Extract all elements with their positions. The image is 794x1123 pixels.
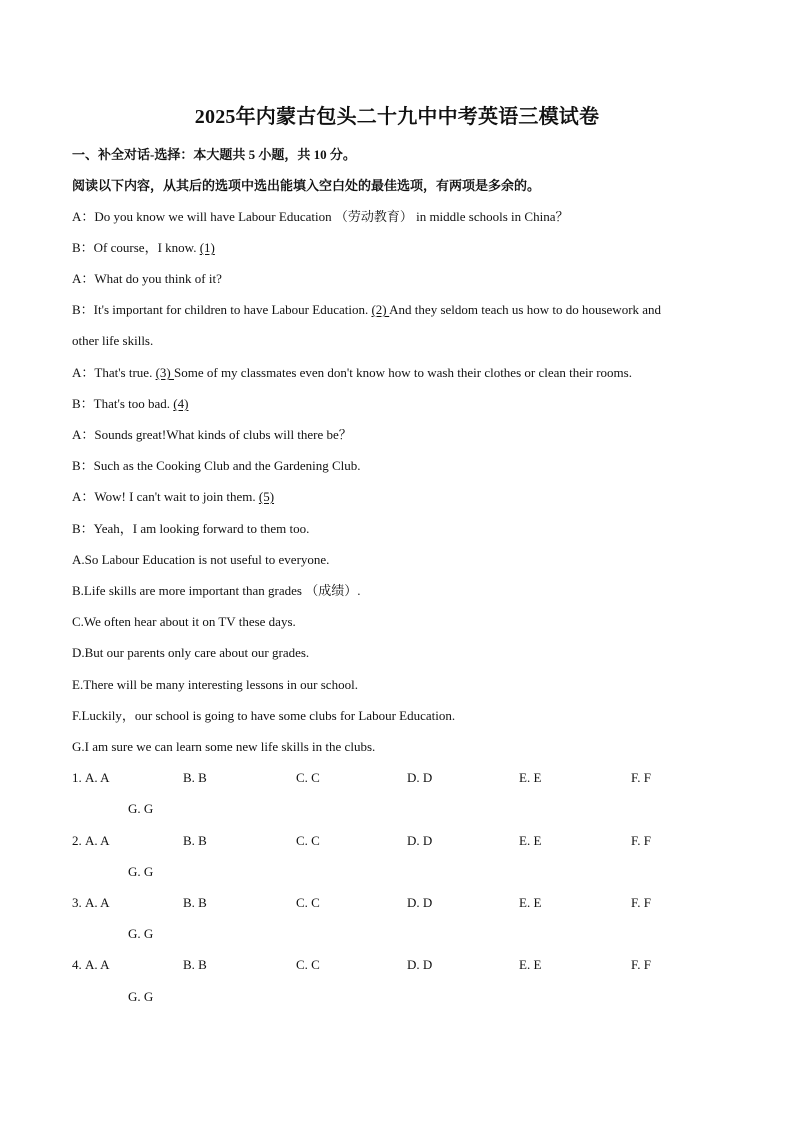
dialogue-text: A：Wow! I can't wait to join them. bbox=[72, 489, 259, 504]
option-f[interactable]: F. F bbox=[631, 957, 651, 972]
page-title: 2025年内蒙古包头二十九中中考英语三模试卷 bbox=[194, 106, 600, 128]
question-row bbox=[72, 894, 722, 912]
instruction-text: 阅读以下内容，从其后的选项中选出能填入空白处的最佳选项，有两项是多余的。 bbox=[72, 178, 541, 193]
question-row-wrap bbox=[72, 863, 722, 881]
option-g[interactable]: G. G bbox=[128, 864, 154, 879]
option-d[interactable]: D. D bbox=[407, 770, 433, 785]
option-c[interactable]: C. C bbox=[296, 895, 320, 910]
option-c[interactable]: C. C bbox=[296, 770, 320, 785]
blank-3: (3) bbox=[155, 365, 174, 380]
question-row-wrap bbox=[72, 988, 722, 1006]
dialogue-text: B：It's important for children to have Labour Education. bbox=[72, 302, 372, 317]
dialogue-text: B：Such as the Cooking Club and the Gardening Club. bbox=[72, 458, 361, 473]
dialogue-text: B：That's too bad. bbox=[72, 396, 174, 411]
dialogue-line bbox=[72, 520, 309, 538]
question-row-wrap bbox=[72, 925, 722, 943]
dialogue-line bbox=[72, 270, 222, 288]
question-row bbox=[72, 769, 722, 787]
option-g[interactable]: G. G bbox=[128, 989, 154, 1004]
choice-item: G.I am sure we can learn some new life skills in the clubs. bbox=[72, 739, 376, 754]
option-b[interactable]: B. B bbox=[183, 770, 207, 785]
dialogue-text: other life skills. bbox=[72, 333, 154, 348]
choice-item: B.Life skills are more important than grades （成绩）. bbox=[72, 583, 361, 598]
question-row-wrap bbox=[72, 800, 722, 818]
blank-4: (4) bbox=[173, 396, 189, 411]
choice-item: E.There will be many interesting lessons in our school. bbox=[72, 677, 358, 692]
option-d[interactable]: D. D bbox=[407, 895, 433, 910]
dialogue-text: And they seldom teach us how to do housework and bbox=[389, 302, 662, 317]
option-d[interactable]: D. D bbox=[407, 833, 433, 848]
option-d[interactable]: D. D bbox=[407, 957, 433, 972]
dialogue-text: A：What do you think of it? bbox=[72, 271, 222, 286]
section-heading: 一、补全对话-选择：本大题共 5 小题，共 10 分。 bbox=[72, 147, 356, 162]
dialogue-line bbox=[72, 208, 568, 226]
option-b[interactable]: B. B bbox=[183, 833, 207, 848]
option-f[interactable]: F. F bbox=[631, 833, 651, 848]
blank-5: (5) bbox=[258, 489, 275, 504]
option-a[interactable]: A. A bbox=[85, 833, 110, 848]
option-e[interactable]: E. E bbox=[519, 833, 542, 848]
dialogue-line bbox=[72, 457, 361, 475]
dialogue-text: B：Of course，I know. bbox=[72, 240, 200, 255]
dialogue-text: A：Sounds great!What kinds of clubs will there be？ bbox=[72, 427, 352, 442]
question-number: 1. bbox=[72, 770, 82, 785]
dialogue-line bbox=[72, 488, 274, 506]
blank-1: (1) bbox=[199, 240, 215, 255]
option-c[interactable]: C. C bbox=[296, 833, 320, 848]
dialogue-text: A：Do you know we will have Labour Education （劳动教育） in middle schools in China？ bbox=[72, 209, 569, 224]
option-a[interactable]: A. A bbox=[85, 895, 110, 910]
option-b[interactable]: B. B bbox=[183, 957, 207, 972]
question-row bbox=[72, 832, 722, 850]
question-row bbox=[72, 956, 722, 974]
dialogue-line bbox=[72, 301, 661, 319]
option-b[interactable]: B. B bbox=[183, 895, 207, 910]
question-number: 3. bbox=[72, 895, 82, 910]
question-number: 2. bbox=[72, 833, 82, 848]
dialogue-text: Some of my classmates even don't know how to wash their clothes or clean their rooms. bbox=[174, 365, 632, 380]
dialogue-text: B：Yeah，I am looking forward to them too. bbox=[72, 521, 310, 536]
option-f[interactable]: F. F bbox=[631, 895, 651, 910]
choice-item: D.But our parents only care about our grades. bbox=[72, 645, 310, 660]
option-e[interactable]: E. E bbox=[519, 770, 542, 785]
option-a[interactable]: A. A bbox=[85, 957, 110, 972]
option-e[interactable]: E. E bbox=[519, 957, 542, 972]
option-f[interactable]: F. F bbox=[631, 770, 651, 785]
dialogue-line bbox=[72, 332, 153, 350]
option-a[interactable]: A. A bbox=[85, 770, 110, 785]
dialogue-line bbox=[72, 426, 352, 444]
blank-2: (2) bbox=[371, 302, 390, 317]
choice-item: A.So Labour Education is not useful to everyone. bbox=[72, 552, 330, 567]
dialogue-line bbox=[72, 364, 632, 382]
choice-item: F.Luckily，our school is going to have some clubs for Labour Education. bbox=[72, 708, 456, 723]
dialogue-line bbox=[72, 395, 188, 413]
option-e[interactable]: E. E bbox=[519, 895, 542, 910]
option-g[interactable]: G. G bbox=[128, 801, 154, 816]
dialogue-line bbox=[72, 239, 215, 257]
option-c[interactable]: C. C bbox=[296, 957, 320, 972]
option-g[interactable]: G. G bbox=[128, 926, 154, 941]
choice-item: C.We often hear about it on TV these days. bbox=[72, 614, 296, 629]
question-number: 4. bbox=[72, 957, 82, 972]
dialogue-text: A：That's true. bbox=[72, 365, 156, 380]
